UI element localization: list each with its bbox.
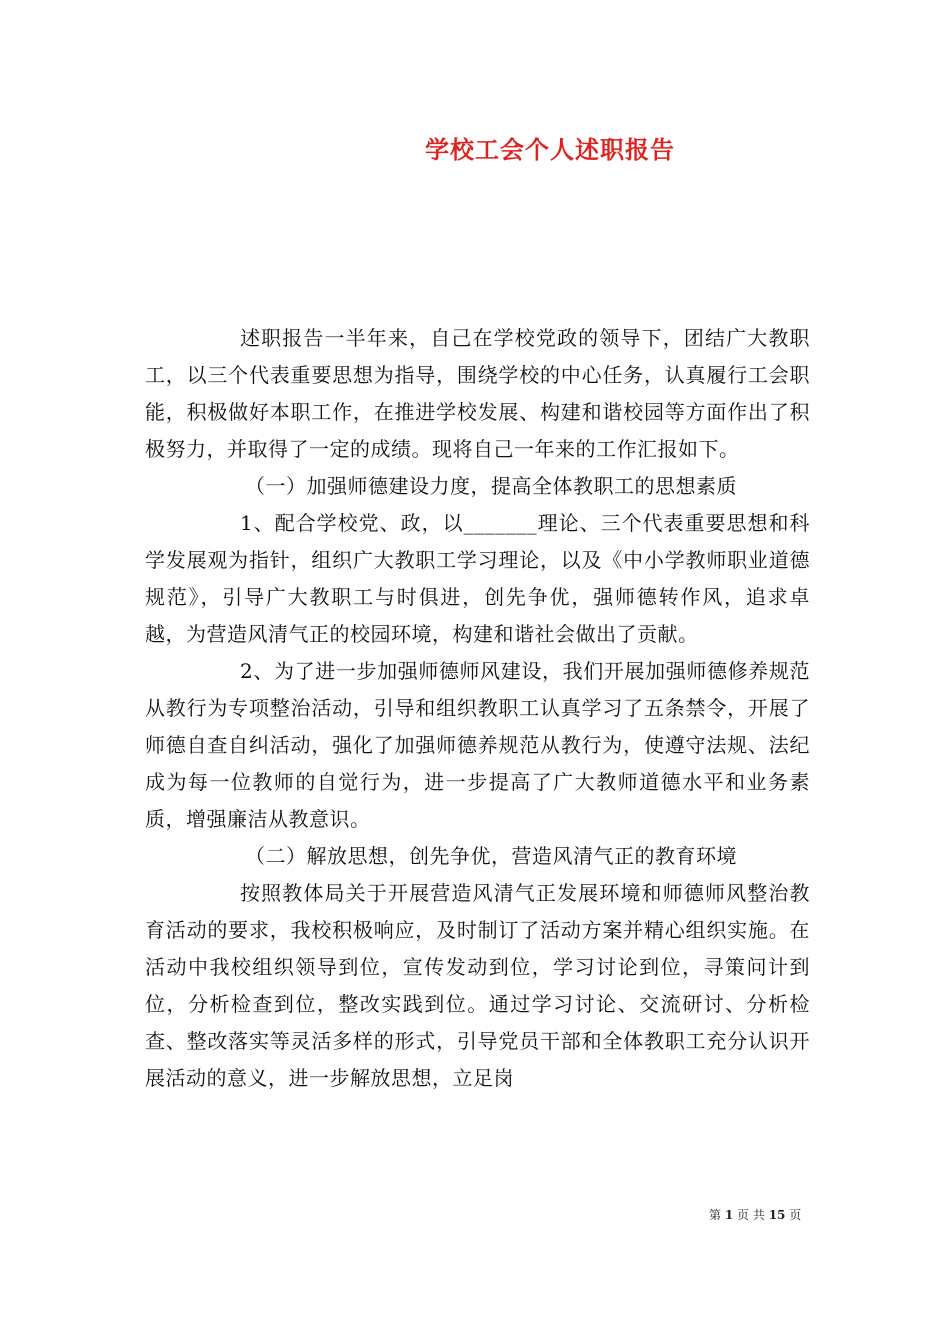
footer-current-page: 1 — [724, 1208, 734, 1222]
page-number-footer — [709, 1206, 801, 1223]
section-heading: （一）加强师德建设力度，提高全体教职工的思想素质 — [245, 474, 737, 498]
body-paragraph: 1、配合学校党、政，以_______理论、三个代表重要思想和科学发展观为指针，组织广大教职工学习理论，以及《中小学教师职业道德规范》，引导广大教职工与时俱进，创先争优，强师德转作风，追求卓越，为营造风清气正的校园环境，构建和谐社会做出了贡献。 — [145, 511, 810, 646]
footer-prefix: 第 — [709, 1208, 722, 1222]
footer-suffix: 页 — [789, 1208, 802, 1222]
document-title: 学校工会个人述职报告 — [425, 135, 675, 164]
footer-total-pages: 15 — [768, 1208, 786, 1222]
body-paragraph: 述职报告一半年来，自己在学校党政的领导下，团结广大教职工，以三个代表重要思想为指导，围绕学校的中心任务，认真履行工会职能，积极做好本职工作，在推进学校发展、构建和谐校园等方面作出了积极努力，并取得了一定的成绩。现将自己一年来的工作汇报如下。 — [145, 326, 810, 461]
footer-middle: 页 共 — [737, 1208, 765, 1222]
section-heading: （二）解放思想，创先争优，营造风清气正的教育环境 — [245, 844, 737, 868]
body-paragraph: 2、为了进一步加强师德师风建设，我们开展加强师德修养规范从教行为专项整治活动，引导和组织教职工认真学习了五条禁令，开展了师德自查自纠活动，强化了加强师德养规范从教行为，使遵守法规、法纪成为每一位教师的自觉行为，进一步提高了广大教师道德水平和业务素质，增强廉洁从教意识。 — [145, 659, 810, 831]
body-paragraph: 按照教体局关于开展营造风清气正发展环境和师德师风整治教育活动的要求，我校积极响应，及时制订了活动方案并精心组织实施。在活动中我校组织领导到位，宣传发动到位，学习讨论到位，寻策问计到位，分析检查到位，整改实践到位。通过学习讨论、交流研讨、分析检查、整改落实等灵活多样的形式，引导党员干部和全体教职工充分认识开展活动的意义，进一步解放思想，立足岗 — [145, 881, 810, 1090]
document-body — [145, 320, 810, 1097]
